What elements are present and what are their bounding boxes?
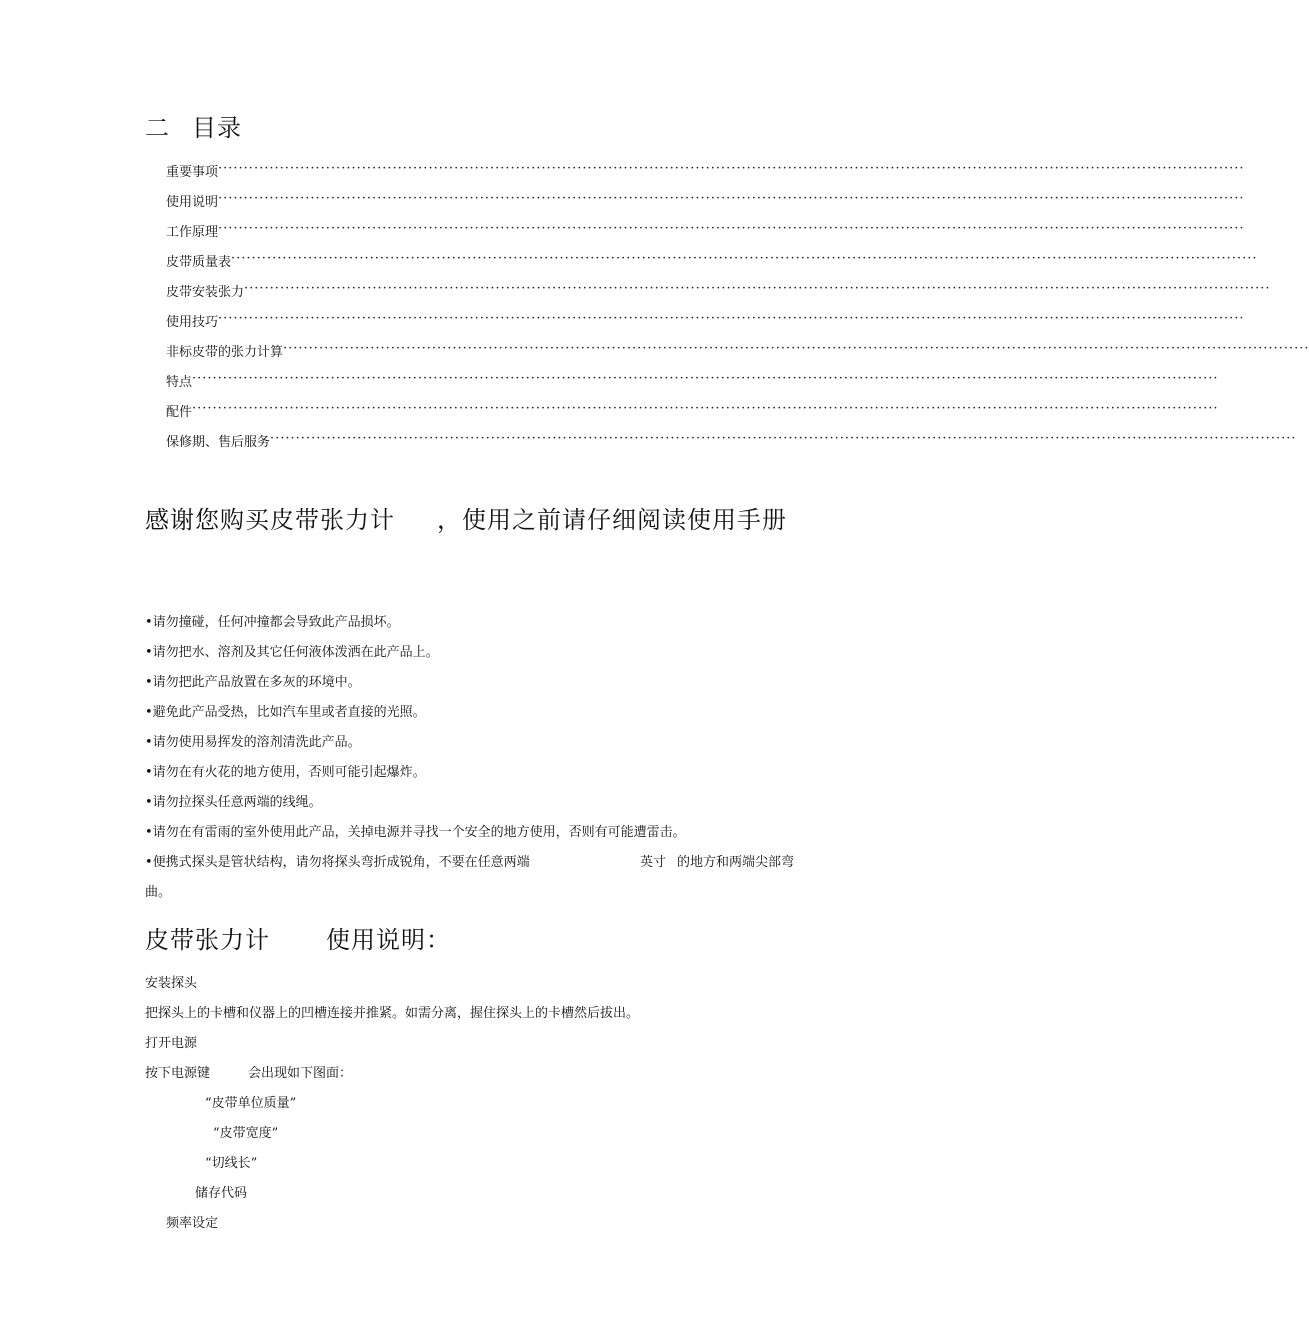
toc-item-label: 特点 bbox=[166, 375, 193, 390]
usage-title-part1: 皮带张力计 bbox=[145, 926, 270, 954]
toc-title: 目录 bbox=[192, 114, 242, 142]
toc-item bbox=[166, 431, 1297, 450]
notice-item: •请勿撞碰，任何冲撞都会导致此产品损坏。 bbox=[145, 615, 400, 630]
probe-notice-part2: 英寸 bbox=[640, 855, 667, 870]
power-text-part2: 会出现如下图面： bbox=[248, 1066, 353, 1081]
toc-item bbox=[166, 401, 1219, 420]
power-text-part1: 按下电源键 bbox=[145, 1066, 211, 1081]
toc-item bbox=[166, 281, 1271, 300]
toc-item bbox=[166, 221, 1245, 240]
install-heading: 安装探头 bbox=[145, 976, 198, 991]
screen-item: 频率设定 bbox=[166, 1216, 219, 1231]
screen-item: “切线长” bbox=[205, 1156, 258, 1171]
toc-leader-dots: ········································································································································································································ bbox=[218, 311, 1245, 326]
notice-item: •请勿在有雷雨的室外使用此产品，关掉电源并寻找一个安全的地方使用，否则有可能遭雷击。 bbox=[145, 825, 686, 840]
toc-leader-dots: ········································································································································································································ bbox=[231, 251, 1258, 266]
toc-item-label: 保修期、售后服务 bbox=[166, 435, 271, 450]
screen-item: “皮带单位质量” bbox=[205, 1096, 297, 1111]
toc-item-label: 重要事项 bbox=[166, 165, 219, 180]
toc-section-number: 二 bbox=[145, 114, 170, 142]
install-text: 把探头上的卡槽和仪器上的凹槽连接并推紧。如需分离，握住探头上的卡槽然后拔出。 bbox=[145, 1006, 640, 1021]
notice-item: •请勿拉探头任意两端的线绳。 bbox=[145, 795, 322, 810]
toc-item-label: 皮带安装张力 bbox=[166, 285, 245, 300]
toc-leader-dots: ········································································································································································································ bbox=[218, 221, 1245, 236]
screen-item: 储存代码 bbox=[195, 1186, 248, 1201]
toc-item-label: 配件 bbox=[166, 405, 193, 420]
toc-item bbox=[166, 371, 1219, 390]
notice-item: •请勿把水、溶剂及其它任何液体泼洒在此产品上。 bbox=[145, 645, 439, 660]
toc-item-label: 非标皮带的张力计算 bbox=[166, 345, 284, 360]
toc-leader-dots: ········································································································································································································ bbox=[218, 191, 1245, 206]
thanks-heading-part1: 感谢您购买皮带张力计 bbox=[145, 506, 395, 534]
thanks-heading-part2: ，使用之前请仔细阅读使用手册 bbox=[437, 506, 787, 534]
probe-notice-part3: 的地方和两端尖部弯 bbox=[677, 855, 795, 870]
toc-item-label: 使用说明 bbox=[166, 195, 219, 210]
toc-item bbox=[166, 311, 1245, 330]
notice-item: •请勿把此产品放置在多灰的环境中。 bbox=[145, 675, 361, 690]
power-heading: 打开电源 bbox=[145, 1036, 198, 1051]
toc-leader-dots: ········································································································································································································ bbox=[283, 341, 1309, 356]
probe-notice-part1: •便携式探头是管状结构，请勿将探头弯折成锐角，不要在任意两端 bbox=[145, 855, 530, 870]
toc-item bbox=[166, 161, 1245, 180]
usage-title-part2: 使用说明： bbox=[326, 926, 451, 954]
toc-leader-dots: ········································································································································································································ bbox=[218, 161, 1245, 176]
notice-item: •请勿使用易挥发的溶剂清洗此产品。 bbox=[145, 735, 361, 750]
toc-leader-dots: ········································································································································································································ bbox=[244, 281, 1271, 296]
toc-leader-dots: ········································································································································································································ bbox=[270, 431, 1297, 446]
toc-item bbox=[166, 191, 1245, 210]
notice-item: •避免此产品受热，比如汽车里或者直接的光照。 bbox=[145, 705, 426, 720]
toc-leader-dots: ········································································································································································································ bbox=[192, 401, 1219, 416]
probe-notice-part4: 曲。 bbox=[145, 885, 172, 900]
toc-item-label: 使用技巧 bbox=[166, 315, 219, 330]
toc-item-label: 皮带质量表 bbox=[166, 255, 232, 270]
toc-item bbox=[166, 251, 1258, 270]
toc-item bbox=[166, 341, 1309, 360]
notice-item: •请勿在有火花的地方使用，否则可能引起爆炸。 bbox=[145, 765, 426, 780]
screen-item: “皮带宽度” bbox=[213, 1126, 279, 1141]
toc-leader-dots: ········································································································································································································ bbox=[192, 371, 1219, 386]
toc-item-label: 工作原理 bbox=[166, 225, 219, 240]
